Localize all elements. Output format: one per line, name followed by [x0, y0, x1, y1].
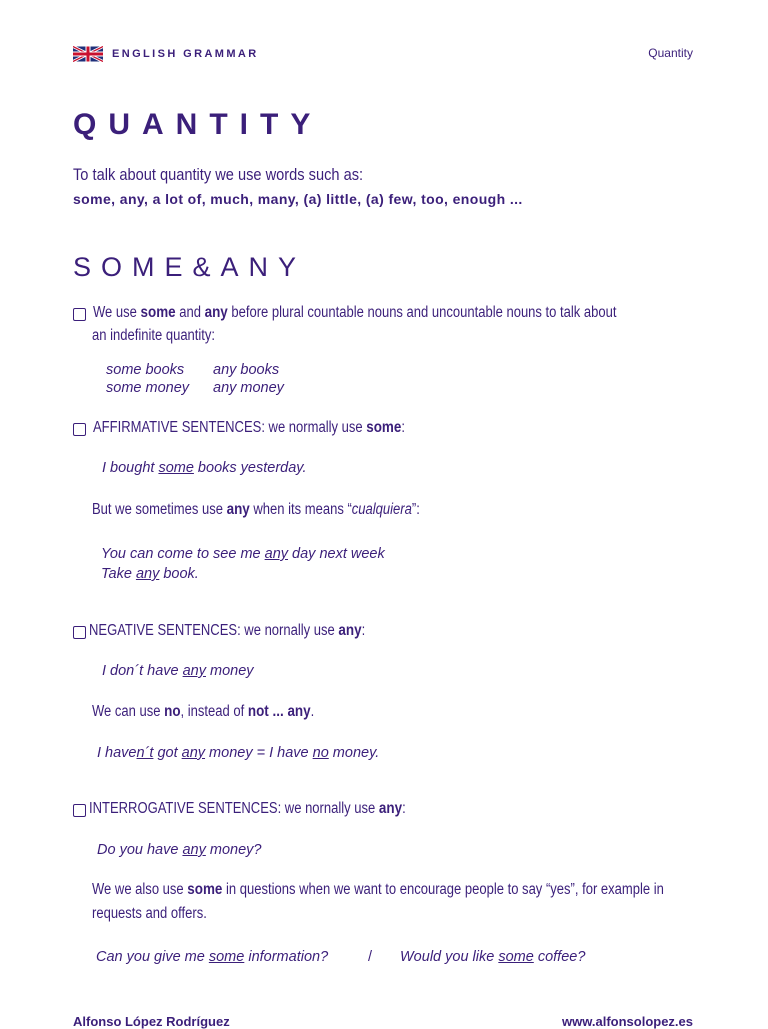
- rule-some-any: [73, 304, 716, 322]
- footer-author: Alfonso López Rodríguez: [73, 1014, 230, 1029]
- interrogative-heading: INTERROGATIVE SENTENCES: we nornally use any:: [89, 800, 406, 817]
- example-cell: some books: [106, 362, 185, 378]
- intro-line: To talk about quantity we use words such as:: [73, 165, 364, 184]
- example-sentence: Can you give me some information?: [96, 949, 329, 965]
- example-sentence: I don´t have any money: [102, 663, 254, 679]
- section-title: SOME&ANY: [73, 252, 307, 282]
- example-sentence: I bought some books yesterday.: [102, 460, 307, 476]
- note-cualquiera: But we sometimes use any when its means “cualquiera”:: [92, 501, 420, 518]
- note-some-questions-continued: requests and offers.: [92, 905, 207, 922]
- examples-table: [106, 362, 284, 396]
- rule-affirmative: [73, 419, 464, 437]
- rule-text-continued: an indefinite quantity:: [92, 327, 216, 344]
- checkbox-bullet-icon: [73, 804, 86, 817]
- example-sentence: Take any book.: [101, 566, 199, 582]
- checkbox-bullet-icon: [73, 423, 86, 436]
- note-no: We can use no, instead of not ... any.: [92, 703, 315, 720]
- footer-website-link[interactable]: www.alfonsolopez.es: [562, 1014, 693, 1029]
- rule-interrogative: [73, 800, 466, 818]
- negative-heading: NEGATIVE SENTENCES: we nornally use any:: [89, 622, 366, 639]
- checkbox-bullet-icon: [73, 626, 86, 639]
- affirmative-heading: AFFIRMATIVE SENTENCES: we normally use some:: [93, 419, 405, 436]
- header-label: ENGLISH GRAMMAR: [112, 48, 259, 60]
- example-sentence: You can come to see me any day next week: [101, 546, 385, 562]
- note-some-questions: We we also use some in questions when we want to encourage people to say “yes”, for example in: [92, 881, 664, 898]
- page-title: QUANTITY: [73, 108, 323, 141]
- rule-text: We use some and any before plural countable nouns and uncountable nouns to talk about: [93, 304, 617, 321]
- header-brand: [73, 46, 259, 62]
- example-sentence: Would you like some coffee?: [400, 949, 586, 965]
- example-cell: any money: [213, 380, 284, 396]
- header-topic: Quantity: [648, 46, 693, 60]
- example-sentence: I haven´t got any money = I have no money.: [97, 745, 380, 761]
- intro-word-list: some, any, a lot of, much, many, (a) little, (a) few, too, enough ...: [73, 191, 523, 207]
- example-separator: /: [368, 949, 373, 965]
- checkbox-bullet-icon: [73, 308, 86, 321]
- example-sentence: Do you have any money?: [97, 842, 262, 858]
- example-cell: any books: [213, 362, 280, 378]
- rule-negative: [73, 622, 418, 640]
- uk-flag-icon: [73, 46, 103, 62]
- example-cell: some money: [106, 380, 190, 396]
